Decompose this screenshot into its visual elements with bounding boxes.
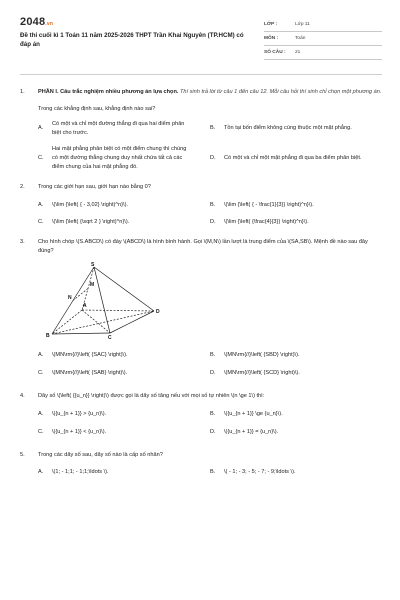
option-text: \(MN\rm{//}\left( {SAC} \right)\). [52,351,128,358]
option-a[interactable] [38,120,210,137]
logo-main: 2048 [20,16,46,28]
vertex-label-c: C [108,335,112,340]
info-label: SỐ CÂU : [264,50,286,55]
header-left [20,16,252,60]
option-letter: D. [210,154,216,161]
question-2 [20,183,382,227]
vertex-label-a: A [83,303,87,310]
question-number: 2. [20,184,25,191]
option-c[interactable] [38,428,210,437]
option-text: \(\lim {\left( { - \frac{1}{3}} \right)^n}\). [224,201,314,208]
vertex-label-s: S [91,262,95,269]
info-row-subject [264,32,382,46]
option-letter: D. [210,219,216,226]
option-text: \(MN\rm{//}\left( {SCD} \right)\). [224,370,300,377]
option-letter: D. [210,429,216,436]
option-text: \(\lim {\left( { - 3,02} \right)^n}\). [52,201,128,208]
question-text: Cho hình chóp \(S.ABCD\) có đáy \(ABCD\) là hình bình hành. Gọi \(M,N\) lần lượt là trung điểm của \(SA,SB\). Mệnh đề nào sau đây đúng? [38,238,368,254]
option-text: \({u_{n + 1}} \ge {u_n}\). [224,410,283,417]
option-b[interactable] [210,468,382,477]
part-heading [38,88,382,97]
option-a[interactable] [38,468,210,477]
option-letter: D. [210,370,216,377]
exam-header [20,16,382,60]
option-d[interactable] [210,218,382,227]
info-value: Toán [295,36,306,41]
exam-title: Đề thi cuối kì 1 Toán 11 năm 2025-2026 THPT Trần Khai Nguyên (TP.HCM) có đáp án [20,32,244,48]
option-b[interactable] [210,410,382,419]
options [38,201,382,227]
option-text: \(MN\rm{//}\left( {SAB} \right)\). [52,370,128,377]
option-c[interactable] [38,218,210,227]
option-letter: B. [210,125,216,132]
option-text: \(1; - 1;1; - 1;1;\ldots \). [52,469,109,476]
point-label-n: N [68,295,72,302]
options [38,410,382,437]
question-number: 1. [20,89,25,95]
question-number: 4. [20,392,25,399]
option-letter: C. [38,429,44,436]
option-letter: C. [38,219,44,226]
option-letter: C. [38,370,44,377]
option-letter: A. [38,410,44,417]
vertex-label-d: D [156,309,160,316]
option-letter: B. [210,351,216,358]
part-title: PHẦN I. Câu trắc nghiệm nhiều phương án lựa chọn. [38,89,179,95]
part-instruction: Thí sinh trả lời từ câu 1 đến câu 12. Mỗi câu hỏi thí sinh chỉ chọn một phương án. [180,89,382,95]
info-row-count [264,46,382,60]
question-text: Dãy số \(\left( {{u_n}} \right)\) được gọi là dãy số tăng nếu với mọi số tự nhiên \(n \ge 1\) thì: [38,392,265,399]
option-a[interactable] [38,410,210,419]
option-b[interactable] [210,120,382,137]
edge-ad [82,310,154,311]
option-letter: A. [38,469,44,476]
vertex-label-b: B [46,333,50,340]
edge-bd [52,311,154,334]
question-text: Trong các giới hạn sau, giới hạn nào bằng 0? [38,184,151,191]
options [38,351,382,378]
option-b[interactable] [210,351,382,360]
options [38,120,382,171]
site-logo[interactable] [20,16,252,28]
option-letter: C. [38,154,44,161]
exam-info-table [264,18,382,60]
question-text: Trong các khẳng định sau, khẳng định nào sai? [38,105,156,112]
question-text: Trong các dãy số sau, dãy số nào là cấp số nhân? [38,451,163,458]
option-text: Có một và chỉ một mặt phẳng đi qua ba điểm phân biệt. [224,154,362,161]
option-c[interactable] [38,145,210,171]
info-label: MÔN : [264,36,279,41]
pyramid-figure [42,261,192,339]
question-4 [20,392,382,437]
options [38,468,382,477]
option-d[interactable] [210,428,382,437]
question-1 [20,88,382,171]
option-b[interactable] [210,201,382,210]
point-label-m: M [90,282,95,289]
option-text: \(\lim {\left( {\sqrt 2 } \right)^n}\). [52,219,130,226]
option-letter: A. [38,125,44,132]
info-label: LỚP : [264,22,278,27]
option-a[interactable] [38,351,210,360]
segment-mn [73,289,88,301]
question-5 [20,451,382,477]
option-letter: A. [38,351,44,358]
edge-bc [52,333,110,334]
option-text: \( - 1; - 3; - 5; - 7; - 9;\ldots \). [224,469,296,476]
logo-suffix: .vn [45,21,54,27]
option-text: \(MN\rm{//}\left( {SBD} \right)\). [224,351,300,358]
option-text: Có một và chỉ một đường thẳng đi qua hai điểm phân biệt cho trước. [52,121,185,136]
option-text: Tồn tại bốn điểm không cùng thuộc một mặt phẳng. [224,125,352,132]
option-c[interactable] [38,369,210,378]
header-divider [20,74,382,75]
option-d[interactable] [210,369,382,378]
edge-cd [110,311,154,333]
option-letter: B. [210,201,216,208]
option-letter: A. [38,201,44,208]
option-text: Hai mặt phẳng phân biệt có một điểm chung thì chúng có một đường thẳng chung duy nhất chứa tất cả các điểm chung của hai mặt phẳng đó. [52,146,187,170]
option-text: \({u_{n + 1}} < {u_n}\). [52,429,107,436]
info-row-class [264,18,382,32]
option-letter: B. [210,410,216,417]
info-value: Lớp 11 [295,22,310,27]
option-text: \({u_{n + 1}} = {u_n}\). [224,429,279,436]
question-3 [20,238,382,378]
edge-ac [82,310,110,333]
option-d[interactable] [210,145,382,171]
question-number: 3. [20,238,25,245]
option-text: \({u_{n + 1}} > {u_n}\). [52,410,107,417]
option-text: \(\lim {\left( {\frac{4}{3}} \right)^n}\). [224,219,309,226]
info-value: 21 [295,50,301,55]
option-a[interactable] [38,201,210,210]
option-letter: B. [210,469,216,476]
question-number: 5. [20,451,25,458]
